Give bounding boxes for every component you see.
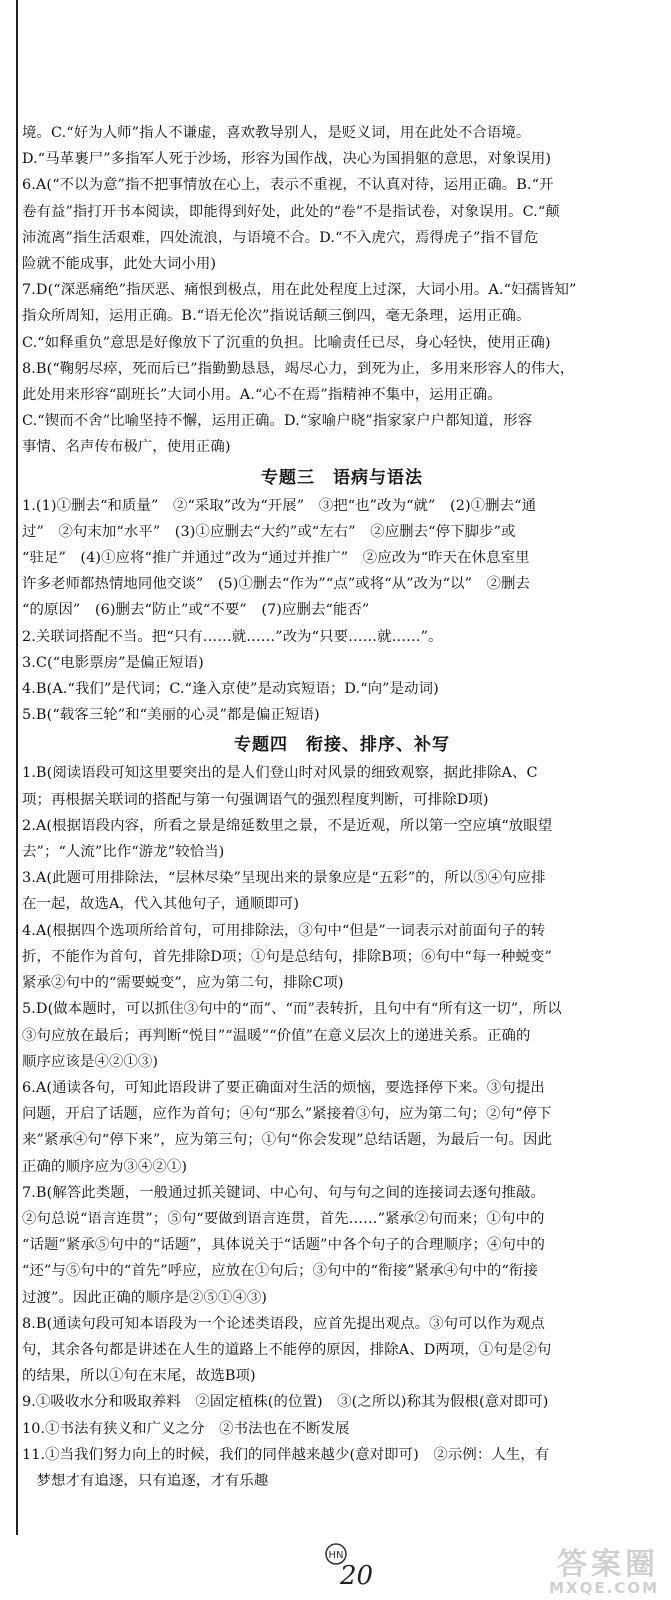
answer-item xyxy=(22,676,662,702)
answer-item xyxy=(22,120,662,172)
page-number: 20 xyxy=(340,1561,374,1588)
answer-line: 来”紧承④句“停下来”，应为第三句；①句“你会发现”总结话题，为最后一句。因此 xyxy=(22,1132,552,1149)
answer-item xyxy=(22,493,662,624)
answer-item xyxy=(22,624,662,650)
answer-item xyxy=(22,1442,662,1494)
answer-line: 问题，开启了话题，应作为首句；④句“那么”紧接着③句，应为第二句；②句“停下 xyxy=(22,1106,552,1123)
answer-line: 3.C(“电影票房”是偏正短语) xyxy=(22,654,204,671)
answer-line: 事情、名声传布极广，使用正确) xyxy=(22,439,231,456)
answer-line: 指众所周知，运用正确。B.“语无伦次”指说话颠三倒四，毫无条理，运用正确。 xyxy=(22,308,531,325)
watermark-url: MXQE.COM xyxy=(549,1579,659,1597)
answer-item xyxy=(22,865,662,917)
answer-item xyxy=(22,1389,662,1415)
answer-line: 6.A(通读各句，可知此语段讲了要正确面对生活的烦恼，要选择停下来。③句提出 xyxy=(22,1079,545,1096)
answer-line: 的结果，所以①句在末尾，故选B项) xyxy=(22,1368,256,1385)
watermark xyxy=(459,1547,659,1598)
answer-item xyxy=(22,1075,662,1180)
answer-line: 8.B(通读句段可知本语段为一个论述类语段，应首先提出观点。③句可以作为观点 xyxy=(22,1315,546,1332)
answer-line: ③句应放在最后；再判断“悦目”“温暖”“价值”在意义层次上的递进关系。正确的 xyxy=(22,1027,531,1044)
answer-item xyxy=(22,1180,662,1311)
section-2-continued xyxy=(22,120,662,461)
answer-line: C.“如释重负”意思是好像放下了沉重的负担。比喻责任已尽，身心轻快，使用正确) xyxy=(22,334,551,351)
page-footer xyxy=(0,1540,671,1600)
answer-line: 许多老师都热情地同他交谈” (5)①删去“作为”“点”或将“从”改为“以” ②删去 xyxy=(22,576,531,593)
left-margin-rule xyxy=(16,0,18,1535)
answer-line: 2.A(根据语段内容，所看之景是绵延数里之景，不是近观，所以第一空应填“放眼望 xyxy=(22,817,553,834)
answer-line: 正确的顺序应为③④②①) xyxy=(22,1158,188,1175)
answer-item xyxy=(22,702,662,728)
watermark-logo-text: 答案圈 xyxy=(557,1547,659,1582)
answer-line: 过” ②句末加“水平” (3)①应删去“大约”或“左右” ②应删去“停下脚步”或 xyxy=(22,523,516,540)
answer-item xyxy=(22,650,662,676)
answer-item xyxy=(22,1311,662,1390)
answer-line: 紧承②句中的“需要蜕变”，应为第二句，排除C项) xyxy=(22,975,344,992)
answer-line: 顺序应该是④②①③) xyxy=(22,1053,159,1070)
answer-line: 10.①书法有狭义和广义之分 ②书法也在不断发展 xyxy=(22,1420,350,1437)
answer-item xyxy=(22,1416,662,1442)
answer-line: 去”；“人流”比作“游龙”较恰当) xyxy=(22,844,225,861)
answer-line: 此处用来形容“副班长”大词小用。A.“心不在焉”指精神不集中，运用正确。 xyxy=(22,387,502,404)
answer-item xyxy=(22,813,662,865)
answer-line: 2.关联词搭配不当。把“只有……就……”改为“只要……就……”。 xyxy=(22,628,443,645)
answer-line: “的原因” (6)删去“防止”或“不要” (7)应删去“能否” xyxy=(22,602,370,619)
answer-content xyxy=(22,120,662,1494)
answer-line: “驻足” (4)①应将“推广并通过”改为“通过并推广” ②应改为“昨天在休息室里 xyxy=(22,550,530,567)
answer-line: 5.B(“载客三轮”和“美丽的心灵”都是偏正短语) xyxy=(22,707,320,724)
answer-line: 折，不能作为首句，首先排除D项；①句是总结句，排除B项；⑥句中“每一种蜕变” xyxy=(22,948,552,965)
answer-line: 境。C.“好为人师”指人不谦虚，喜欢教导别人，是贬义词，用在此处不合语境。 xyxy=(22,125,531,141)
answer-item xyxy=(22,172,662,277)
answer-line: 沛流离”指生活艰难，四处流浪，与语境不合。D.“不入虎穴，焉得虎子”指不冒危 xyxy=(22,229,539,246)
answer-item xyxy=(22,356,662,461)
answer-line: 7.D(“深恶痛绝”指厌恶、痛恨到极点，用在此处程度上过深，大词小用。A.“妇孺皆知” xyxy=(22,282,577,299)
answer-line: 4.B(A.“我们”是代词；C.“逢入京使”是动宾短语；D.“向”是动词) xyxy=(22,681,439,698)
answer-item xyxy=(22,277,662,356)
answer-item xyxy=(22,918,662,997)
answer-line: 7.B(解答此类题，一般通过抓关键词、中心句、句与句之间的连接词去逐句推敲。 xyxy=(22,1184,546,1201)
answer-line: “还”与⑤句中的“首先”呼应，应放在①句后；③句中的“衔接”紧承④句中的“衔接 xyxy=(22,1263,538,1280)
answer-line: 梦想才有追逐，只有追逐，才有乐趣 xyxy=(22,1472,269,1489)
answer-item xyxy=(22,996,662,1075)
page-logo-text: HN xyxy=(328,1550,344,1561)
section-4-answers xyxy=(22,760,662,1494)
answer-line: 9.①吸收水分和吸取养料 ②固定植株(的位置) ③(之所以)称其为假根(意对即可) xyxy=(22,1394,549,1411)
answer-line: 句，其余各句都是讲述在人生的道路上不能停的原因，排除A、D两项，①句是②句 xyxy=(22,1341,552,1358)
answer-line: 5.D(做本题时，可以抓住③句中的“而”、“而”表转折，且句中有“所有这一切”，所以 xyxy=(22,1001,562,1018)
answer-line: 项；再根据关联词的搭配与第一句强调语气的强烈程度判断，可排除D项) xyxy=(22,791,489,808)
answer-line: C.“锲而不舍”比喻坚持不懈，运用正确。D.“家喻户晓”指家家户户都知道，形容 xyxy=(22,413,533,430)
answer-line: “话题”紧承⑤句中的“话题”，具体说关于“话题”中各个句子的合理顺序；④句中的 xyxy=(22,1237,545,1254)
answer-line: 6.A(“不以为意”指不把事情放在心上，表示不重视，不认真对待，运用正确。B.“开 xyxy=(22,177,554,194)
answer-line: 11.①当我们努力向上的时候，我们的同伴越来越少(意对即可) ②示例：人生，有 xyxy=(22,1446,550,1463)
section-4-title: 专题四 衔接、排序、补写 xyxy=(234,735,450,756)
section-3-title: 专题三 语病与语法 xyxy=(261,467,423,488)
answer-item xyxy=(22,760,662,812)
answer-line: 8.B(“鞠躬尽瘁，死而后已”指勤勤恳恳，竭尽心力，到死为止，多用来形容人的伟大， xyxy=(22,360,575,377)
section-3-answers xyxy=(22,493,662,729)
answer-line: ②句总说“语言连贯”；⑤句“要做到语言连贯，首先……”紧承②句而来；①句中的 xyxy=(22,1210,545,1227)
answer-line: 1.B(阅读语段可知这里要突出的是人们登山时对风景的细致观察，据此排除A、C xyxy=(22,765,538,782)
answer-line: 过渡”。因此正确的顺序是②⑤①④③) xyxy=(22,1289,268,1306)
answer-line: 险就不能成事，此处大词小用) xyxy=(22,256,217,273)
answer-line: 3.A(此题可用排除法，“层林尽染”呈现出来的景象应是“五彩”的，所以⑤④句应排 xyxy=(22,870,546,887)
answer-line: D.“马革裹尸”多指军人死于沙场，形容为国作战，决心为国捐躯的意思，对象误用) xyxy=(22,151,552,168)
page-number-mark xyxy=(318,1540,378,1588)
answer-line: 4.A(根据四个选项所给首句，可用排除法，③句中“但是”一词表示对前面句子的转 xyxy=(22,922,546,939)
answer-line: 卷有益”指打开书本阅读，即能得到好处，此处的“卷”不是指试卷，对象误用。C.“颠 xyxy=(22,203,560,220)
answer-line: 在一起，故选A，代入其他句子，通顺即可) xyxy=(22,896,300,913)
answer-line: 1.(1)①删去“和质量” ②“采取”改为“开展” ③把“也”改为“就” (2)①删去“通 xyxy=(22,497,537,514)
